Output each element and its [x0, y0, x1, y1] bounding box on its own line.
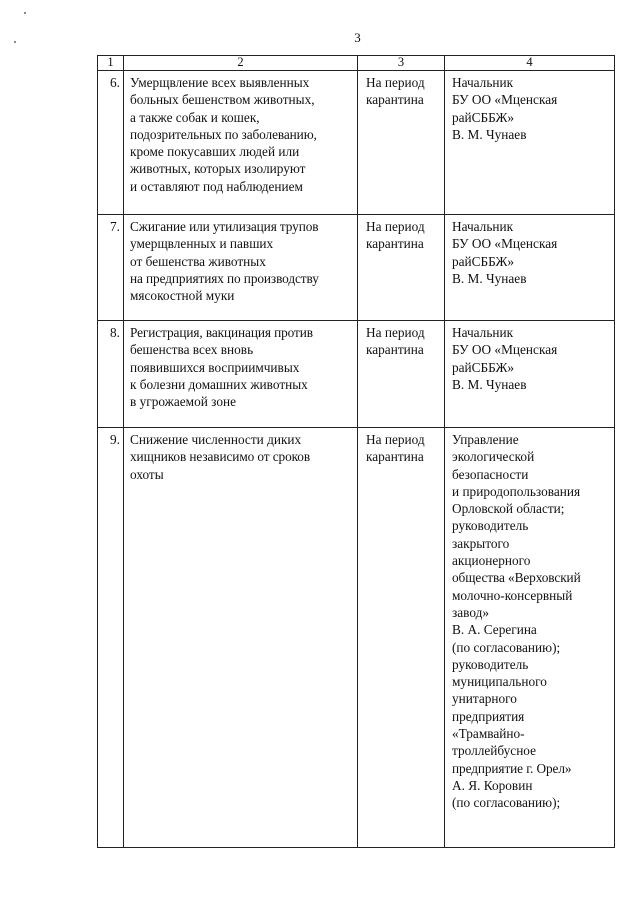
measure-line: от бешенства животных [130, 253, 266, 269]
table-header-row [98, 56, 615, 71]
measures-table [97, 55, 615, 848]
responsible-line: (по согласованию); [452, 639, 561, 655]
responsible-line: (по согласованию); [452, 795, 561, 811]
measure-line: животных, которых изолируют [130, 161, 306, 177]
measure-line: на предприятиях по производству [130, 270, 319, 286]
responsible-cell [445, 215, 615, 321]
responsible-line: райСББЖ» [452, 359, 515, 375]
responsible-line: БУ ОО «Мценская [452, 236, 558, 252]
term-line: На период [366, 75, 425, 90]
term-cell [358, 71, 445, 215]
responsible-line: Начальник [452, 325, 514, 340]
page-number: 3 [354, 30, 361, 45]
measure-line: кроме покусавших людей или [130, 144, 300, 160]
responsible-line: В. М. Чунаев [452, 376, 527, 392]
row-number: 8. [98, 321, 124, 428]
measure-line: Регистрация, вакцинация против [130, 325, 313, 340]
term-line: карантина [366, 342, 424, 358]
responsible-line: А. Я. Коровин [452, 777, 533, 793]
responsible-line: руководитель [452, 518, 529, 534]
responsible-line: В. М. Чунаев [452, 126, 527, 142]
measure-line: хищников независимо от сроков [130, 449, 311, 465]
measure-line: мясокостной муки [130, 288, 235, 304]
term-cell [358, 215, 445, 321]
measure-line: подозрительных по заболеванию, [130, 126, 317, 142]
measure-line: больных бешенством животных, [130, 92, 315, 108]
responsible-line: БУ ОО «Мценская [452, 342, 558, 358]
measure-cell [124, 215, 358, 321]
term-line: карантина [366, 92, 424, 108]
term-line: На период [366, 432, 425, 447]
measure-line: к болезни домашних животных [130, 376, 308, 392]
responsible-line: молочно-консервный [452, 587, 573, 603]
responsible-line: райСББЖ» [452, 109, 515, 125]
responsible-line: Управление [452, 432, 519, 447]
term-cell [358, 428, 445, 848]
measure-line: и оставляют под наблюдением [130, 178, 303, 194]
responsible-line: закрытого [452, 535, 510, 551]
measure-line: появившихся восприимчивых [130, 359, 300, 375]
responsible-cell [445, 321, 615, 428]
row-number: 7. [98, 215, 124, 321]
row-number: 9. [98, 428, 124, 848]
responsible-line: Начальник [452, 219, 514, 234]
responsible-line: акционерного [452, 553, 531, 569]
measure-line: умерщвленных и павших [130, 236, 274, 252]
table-row [98, 428, 615, 848]
measure-line: бешенства всех вновь [130, 342, 254, 358]
measure-line: Сжигание или утилизация трупов [130, 219, 319, 234]
table-row [98, 215, 615, 321]
responsible-cell [445, 428, 615, 848]
term-line: карантина [366, 449, 424, 465]
responsible-line: троллейбусное [452, 743, 537, 759]
responsible-cell [445, 71, 615, 215]
measure-line: в угрожаемой зоне [130, 394, 237, 410]
responsible-line: предприятие г. Орел» [452, 760, 572, 776]
measure-cell [124, 428, 358, 848]
column-header: 4 [445, 56, 615, 71]
responsible-line: завод» [452, 604, 490, 620]
term-line: карантина [366, 236, 424, 252]
row-number: 6. [98, 71, 124, 215]
measure-cell [124, 321, 358, 428]
table-row [98, 71, 615, 215]
measure-line: Снижение численности диких [130, 432, 302, 447]
responsible-line: «Трамвайно- [452, 726, 525, 742]
table-row [98, 321, 615, 428]
measure-line: охоты [130, 466, 164, 482]
term-cell [358, 321, 445, 428]
responsible-line: В. М. Чунаев [452, 270, 527, 286]
column-header: 1 [98, 56, 124, 71]
responsible-line: БУ ОО «Мценская [452, 92, 558, 108]
responsible-line: Орловской области; [452, 501, 565, 517]
term-line: На период [366, 219, 425, 234]
column-header: 3 [358, 56, 445, 71]
responsible-line: и природопользования [452, 483, 581, 499]
scan-speck [24, 12, 26, 14]
responsible-line: муниципального [452, 674, 547, 690]
term-line: На период [366, 325, 425, 340]
responsible-line: общества «Верховский [452, 570, 581, 586]
responsible-line: Начальник [452, 75, 514, 90]
responsible-line: экологической [452, 449, 535, 465]
responsible-line: предприятия [452, 708, 525, 724]
responsible-line: унитарного [452, 691, 517, 707]
column-header: 2 [124, 56, 358, 71]
measure-line: а также собак и кошек, [130, 109, 260, 125]
responsible-line: руководитель [452, 656, 529, 672]
responsible-line: В. А. Серегина [452, 622, 537, 638]
responsible-line: райСББЖ» [452, 253, 515, 269]
measure-cell [124, 71, 358, 215]
measure-line: Умерщвление всех выявленных [130, 75, 310, 90]
responsible-line: безопасности [452, 466, 529, 482]
